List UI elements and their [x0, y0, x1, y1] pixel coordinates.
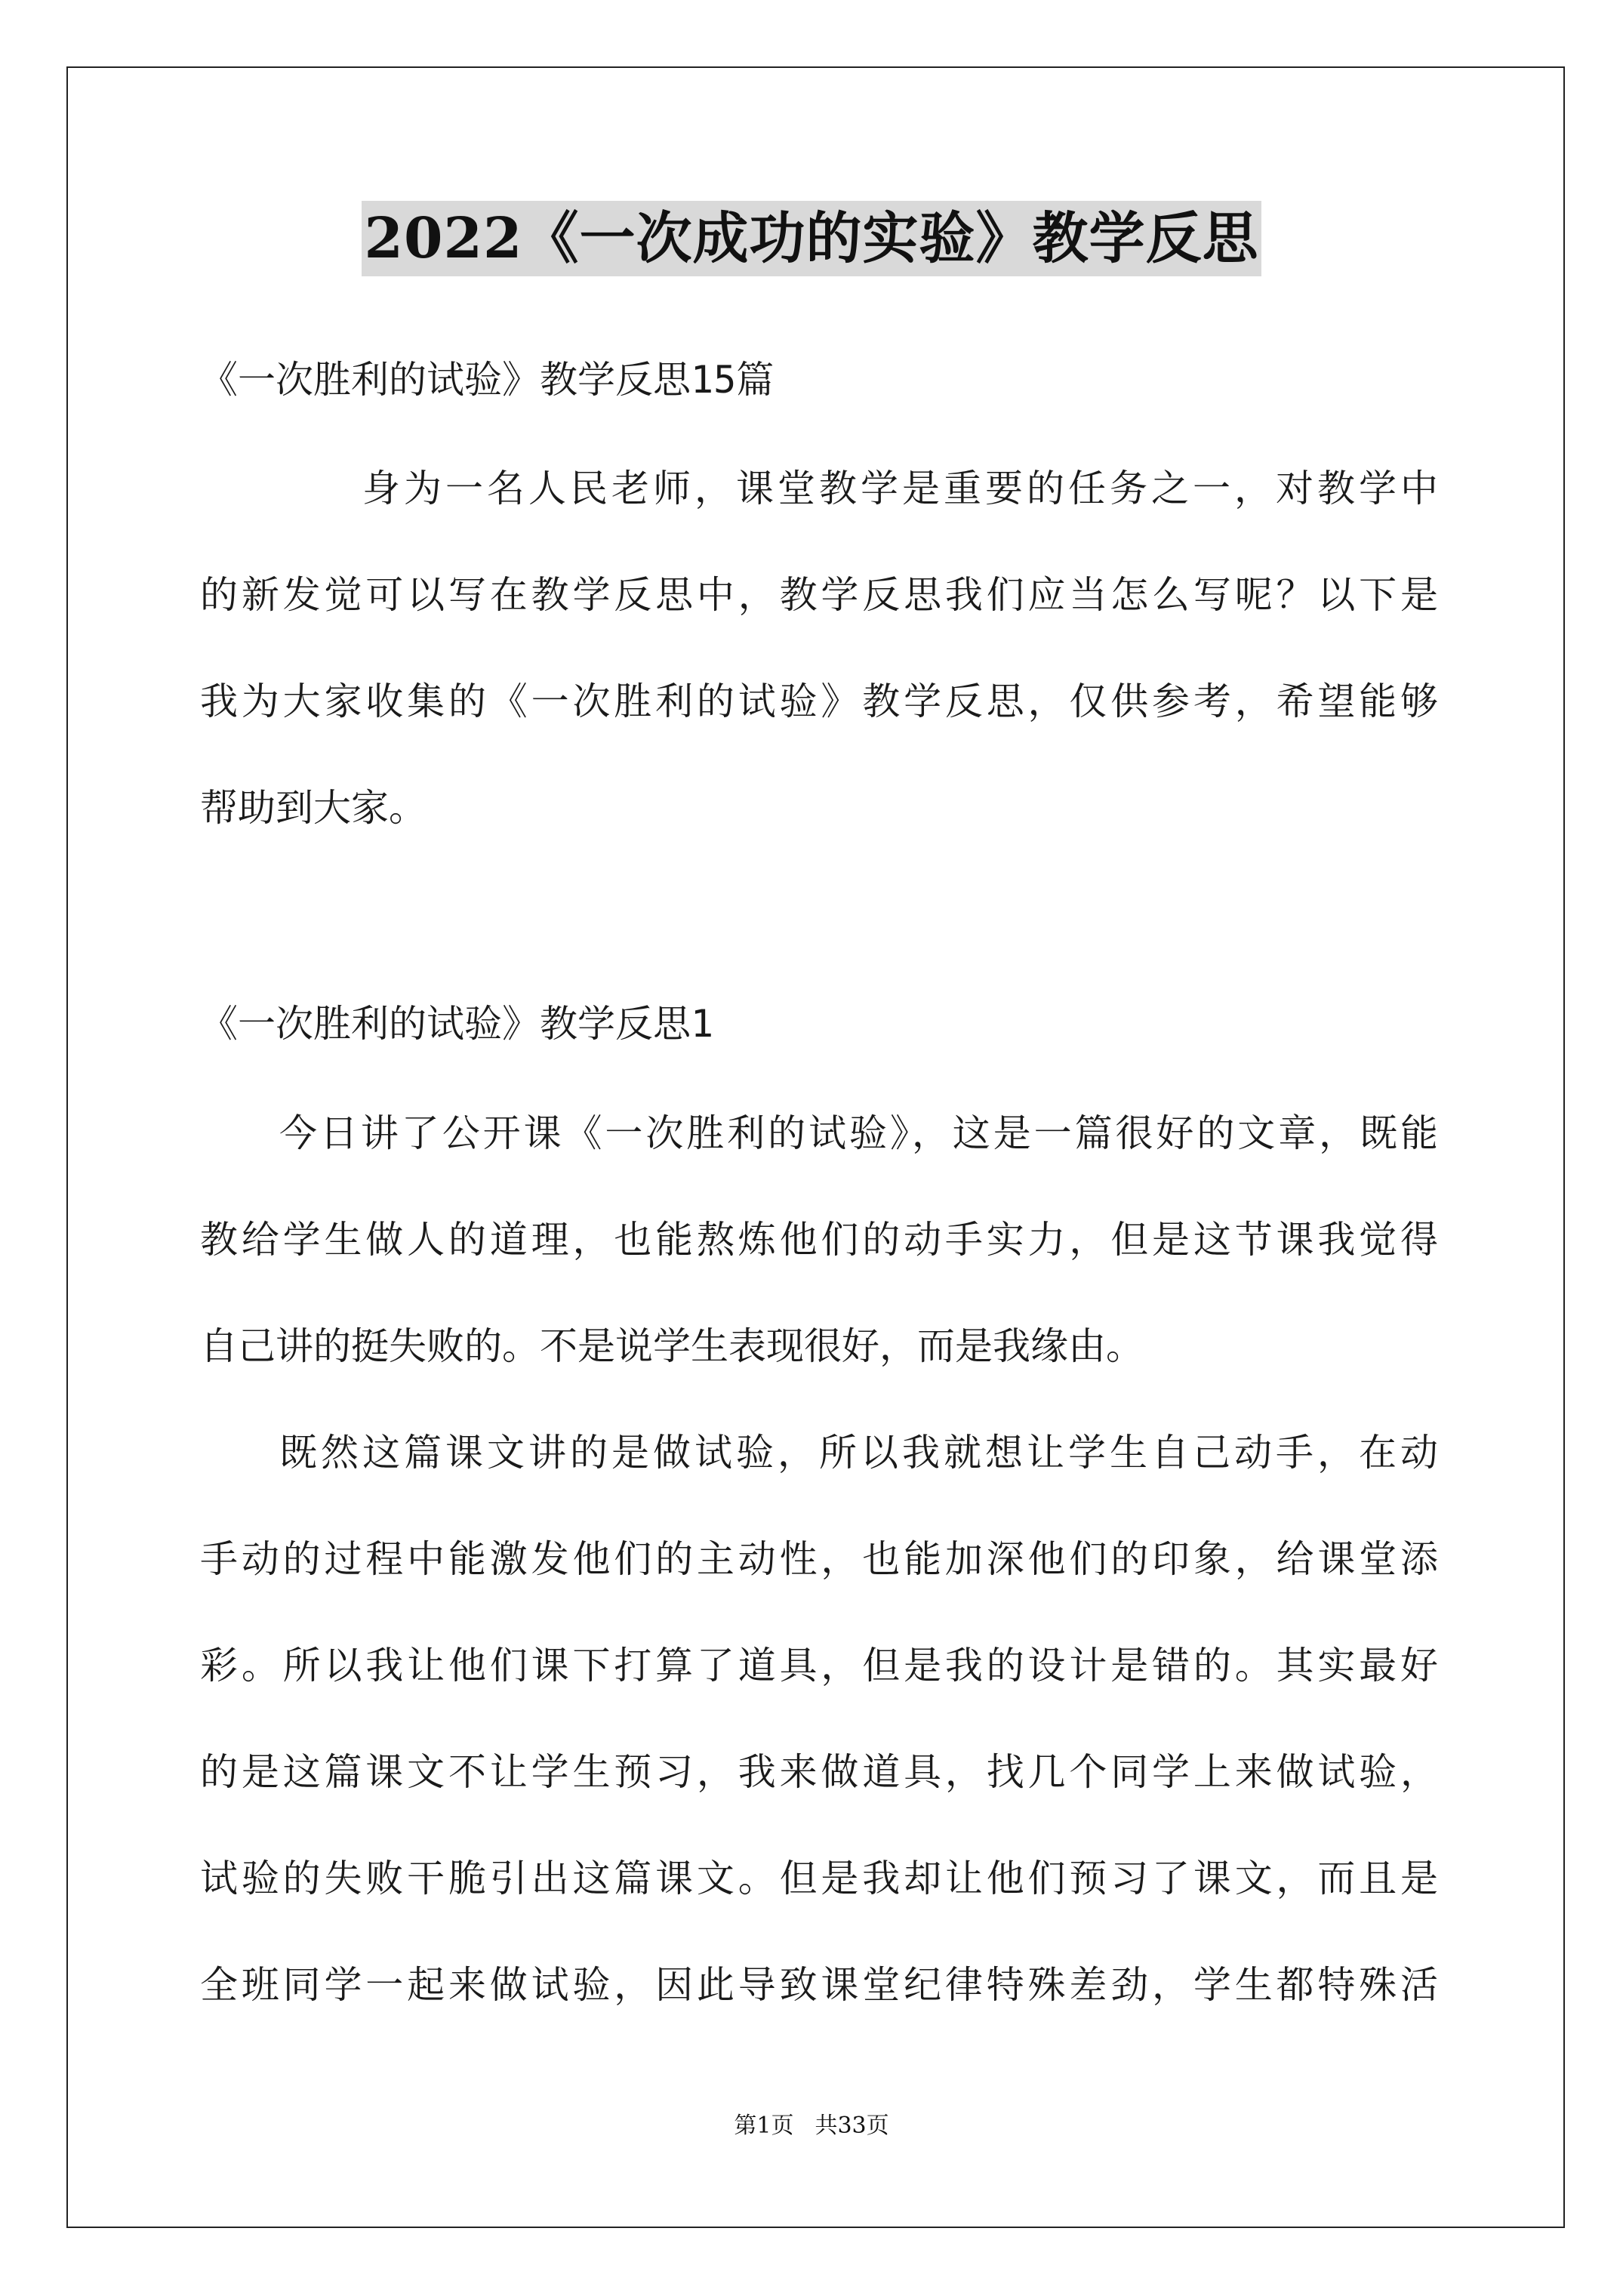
paragraph-2-line-6: 全班同学一起来做试验，因此导致课堂纪律特殊差劲，学生都特殊活 — [200, 1963, 1438, 2007]
intro-line-1: 身为一名人民老师，课堂教学是重要的任务之一，对教学中 — [362, 467, 1438, 510]
intro-line-3: 我为大家收集的《一次胜利的试验》教学反思，仅供参考，希望能够 — [200, 680, 1438, 723]
paragraph-2-line-1: 既然这篇课文讲的是做试验，所以我就想让学生自己动手，在动 — [279, 1431, 1438, 1475]
intro-line-2: 的新发觉可以写在教学反思中，教学反思我们应当怎么写呢？以下是 — [200, 573, 1438, 617]
paragraph-2-line-4: 的是这篇课文不让学生预习，我来做道具，找几个同学上来做试验， — [200, 1750, 1438, 1794]
document-title: 2022《一次成功的实验》教学反思 — [362, 201, 1262, 276]
page-number: 第1页 — [734, 2113, 794, 2139]
total-pages: 共33页 — [815, 2113, 889, 2139]
page-footer — [0, 2111, 1623, 2141]
paragraph-2-line-3: 彩。所以我让他们课下打算了道具，但是我的设计是错的。其实最好 — [200, 1644, 1438, 1687]
paragraph-2-line-2: 手动的过程中能激发他们的主动性，也能加深他们的印象，给课堂添 — [200, 1537, 1438, 1581]
paragraph-1-line-1: 今日讲了公开课《一次胜利的试验》，这是一篇很好的文章，既能 — [279, 1111, 1438, 1155]
paragraph-1-line-3: 自己讲的挺失败的。不是说学生表现很好，而是我缘由。 — [200, 1324, 1144, 1368]
document-subtitle: 《一次胜利的试验》教学反思15篇 — [200, 358, 775, 402]
paragraph-2-line-5: 试验的失败干脆引出这篇课文。但是我却让他们预习了课文，而且是 — [200, 1857, 1438, 1900]
paragraph-1-line-2: 教给学生做人的道理，也能熬炼他们的动手实力，但是这节课我觉得 — [200, 1218, 1438, 1262]
intro-line-4: 帮助到大家。 — [200, 786, 427, 830]
section-heading: 《一次胜利的试验》教学反思1 — [200, 1002, 714, 1046]
title-container — [0, 201, 1623, 276]
